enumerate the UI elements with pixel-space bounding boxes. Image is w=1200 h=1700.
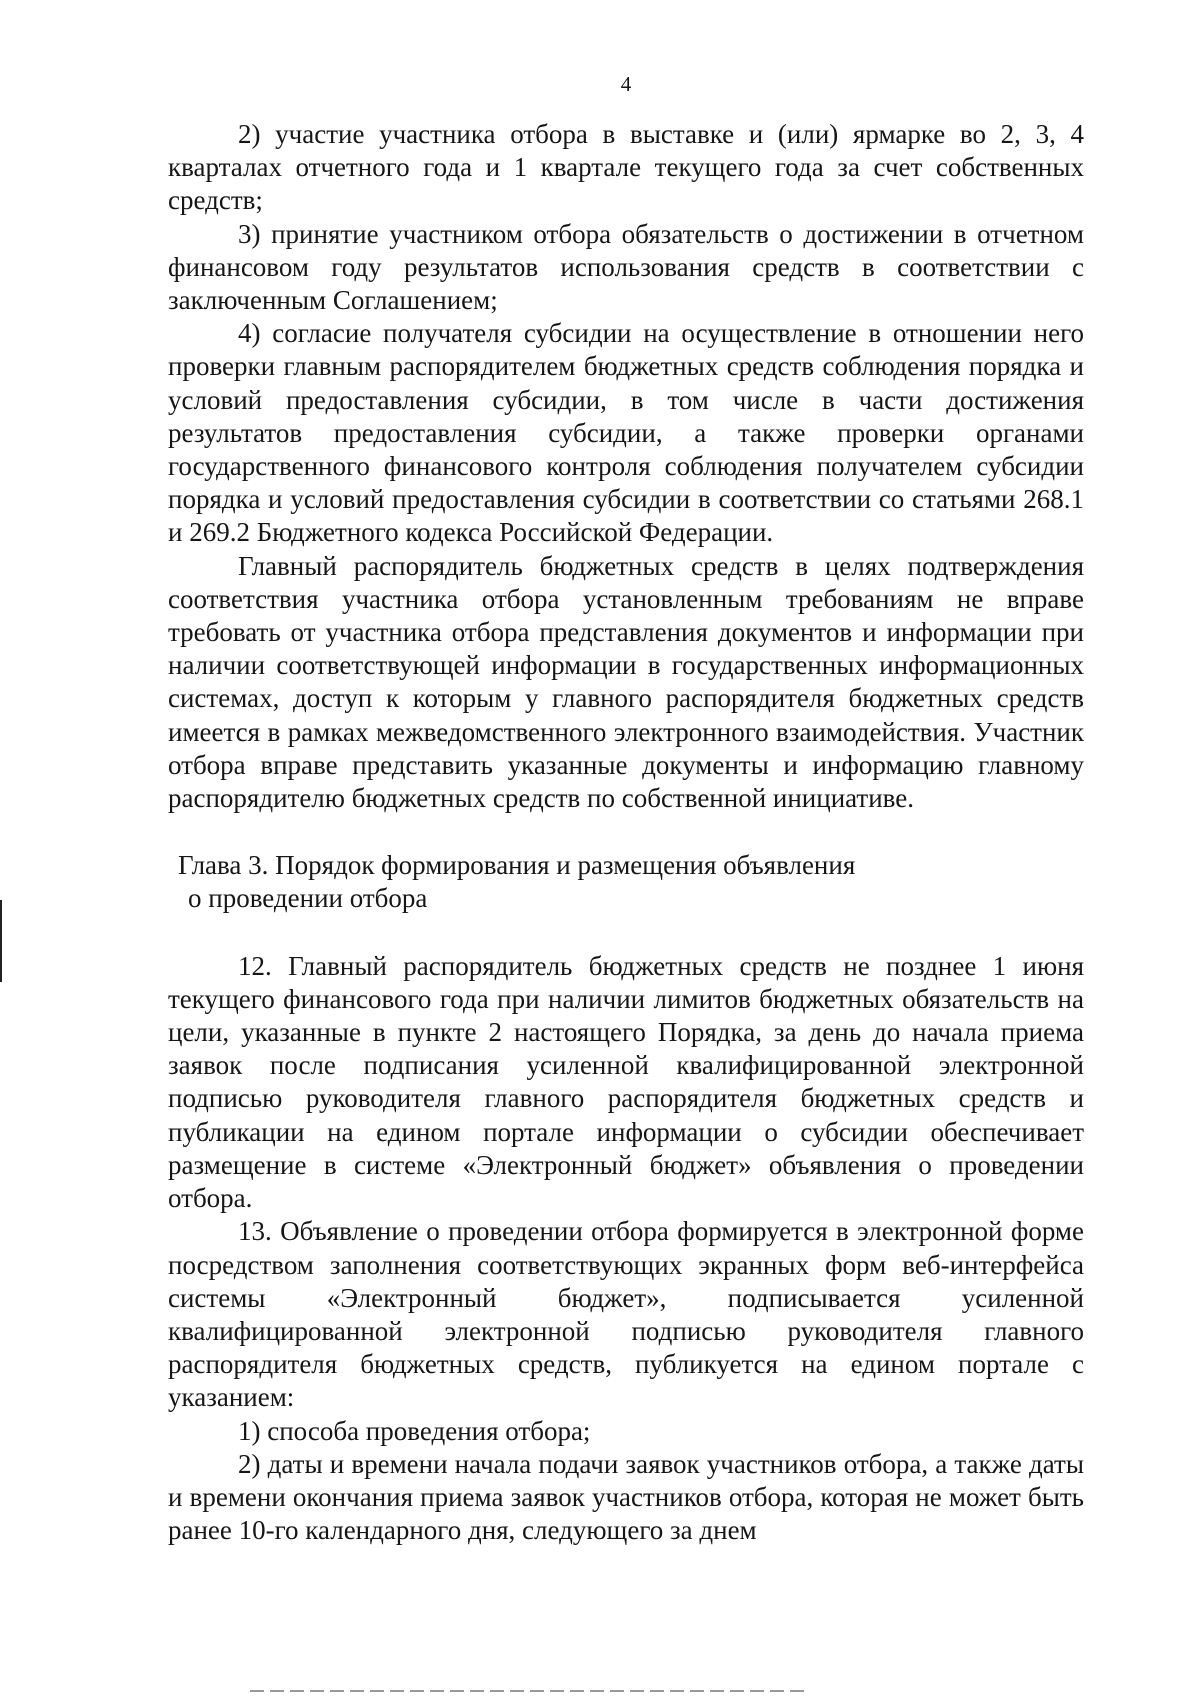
chapter-title-line-2: о проведении отбора [188, 883, 428, 914]
page-number: 4 [620, 72, 632, 96]
paragraph-list-item-2: 2) даты и времени начала подачи заявок участников отбора, а также даты и времени окончания приема заявок участников отбора, которая не может быть ранее 10-го календарного дня, следующего за днем [168, 1448, 1084, 1546]
paragraph-main-distributor: Главный распорядитель бюджетных средств в целях подтверждения соответствия участника отбора установленным требованиям не вправе требовать от участника отбора представления документов и информации при наличии соответствующей информации в государственных информационных системах, доступ к которым у главного распорядителя бюджетных средств имеется в рамках межведомственного электронного взаимодействия. Участник отбора вправе представить указанные документы и информацию главному распорядителю бюджетных средств по собственной инициативе. [168, 550, 1084, 814]
scan-bottom-rule [250, 1690, 810, 1692]
paragraph-item-3: 3) принятие участником отбора обязательств о достижении в отчетном финансовом году результатов использования средств в соответствии с заключенным Соглашением; [168, 218, 1084, 316]
paragraph-item-4: 4) согласие получателя субсидии на осуществление в отношении него проверки главным распорядителем бюджетных средств соблюдения порядка и условий предоставления субсидии, в том числе в части достижения результатов предоставления субсидии, а также проверки органами государственного финансового контроля соблюдения получателем субсидии порядка и условий предоставления субсидии в соответствии со статьями 268.1 и 269.2 Бюджетного кодекса Российской Федерации. [168, 318, 1084, 548]
paragraph-clause-12: 12. Главный распорядитель бюджетных средств не позднее 1 июня текущего финансового года при наличии лимитов бюджетных обязательств на цели, указанные в пункте 2 настоящего Порядка, за день до начала приема заявок после подписания усиленной квалифицированной электронной подписью руководителя главного распорядителя бюджетных средств и публикации на едином портале информации о субсидии обеспечивает размещение в системе «Электронный бюджет» объявления о проведении отбора. [168, 950, 1084, 1214]
chapter-title-line-1: Глава 3. Порядок формирования и размещения объявления [178, 850, 856, 881]
document-body [168, 118, 1084, 1547]
chapter-heading [168, 849, 1084, 915]
paragraph-clause-13: 13. Объявление о проведении отбора формируется в электронной форме посредством заполнения соответствующих экранных форм веб-интерфейса системы «Электронный бюджет», подписывается усиленной квалифицированной электронной подписью руководителя главного распорядителя бюджетных средств, публикуется на едином портале с указанием: [168, 1216, 1084, 1413]
paragraph-list-item-1: 1) способа проведения отбора; [238, 1415, 591, 1446]
scan-edge-mark [0, 900, 2, 982]
paragraph-item-2: 2) участие участника отбора в выставке и (или) ярмарке во 2, 3, 4 кварталах отчетного года и 1 квартале текущего года за счет собственных средств; [168, 119, 1084, 216]
